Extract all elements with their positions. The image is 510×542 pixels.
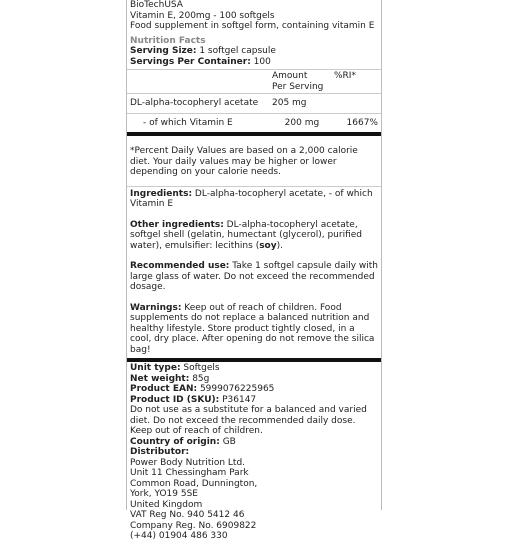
distributor-line: (+44) 01904 486 330 bbox=[130, 531, 228, 541]
header-amount bbox=[269, 70, 331, 93]
allergen: soy bbox=[259, 240, 277, 251]
usage-advice: Do not use as a substitute for a balanced and varied diet. Do not exceed the recommended daily dose. Keep out of reach of children. bbox=[130, 405, 367, 436]
nutrition-rows-2 bbox=[127, 117, 381, 130]
ingredients-text: DL-alpha-tocopheryl acetate, - of which Vitamin E bbox=[130, 188, 373, 209]
ingredients-label: Ingredients: bbox=[130, 188, 193, 199]
warnings-label: Warnings: bbox=[130, 302, 182, 313]
table-row bbox=[127, 117, 381, 130]
distributor-label: Distributor: bbox=[130, 447, 190, 457]
product-name: Vitamin E, 200mg - 100 softgels bbox=[130, 10, 275, 21]
net-weight-value: 85g bbox=[189, 373, 210, 384]
origin-label: Country of origin: bbox=[130, 436, 220, 447]
nutrient-name: DL-alpha-tocopheryl acetate bbox=[130, 98, 259, 108]
ean-label: Product EAN: bbox=[130, 384, 198, 394]
header-ri: %RI* bbox=[334, 71, 356, 81]
divider bbox=[127, 113, 381, 114]
net-weight bbox=[130, 374, 378, 385]
nutrient-ri bbox=[331, 97, 381, 110]
header-amount-line1: Amount bbox=[272, 71, 308, 81]
ingredients-section bbox=[127, 187, 381, 356]
servings-value: 100 bbox=[253, 56, 271, 67]
ingredients bbox=[130, 189, 378, 210]
other-ingredients-end: ). bbox=[276, 240, 283, 251]
country-of-origin bbox=[130, 437, 378, 448]
product-header bbox=[127, 0, 381, 32]
distributor-line: Common Road, Dunnington, bbox=[130, 478, 258, 489]
nutrition-facts bbox=[127, 36, 381, 68]
ean-value: 5999076225965 bbox=[197, 384, 275, 394]
sku-label: Product ID (SKU): bbox=[130, 394, 220, 405]
unit-type-label: Unit type: bbox=[130, 363, 181, 373]
origin-value: GB bbox=[219, 436, 236, 447]
recommended-use bbox=[130, 261, 378, 293]
recommended-use-label: Recommended use: bbox=[130, 261, 230, 271]
footnote: *Percent Daily Values are based on a 2,000 calorie diet. Your daily values may be higher or lower depending on your calorie needs. bbox=[130, 146, 358, 177]
nutrition-rows bbox=[127, 97, 381, 110]
serving-size bbox=[130, 46, 378, 57]
other-ingredients-text: DL-alpha-tocopheryl acetate, softgel shell (gelatin, humectant (glycerol), purified water), emulsifier: lecithins ( bbox=[130, 219, 362, 251]
product-ean bbox=[130, 384, 378, 395]
distributor-line: Company Reg. No. 6909822 bbox=[130, 520, 257, 531]
product-sku bbox=[130, 395, 378, 406]
recommended-use-text: Take 1 softgel capsule daily with large glass of water. Do not exceed the recommended dosage. bbox=[130, 261, 379, 292]
divider bbox=[127, 93, 381, 94]
product-description: Food supplement in softgel form, containing vitamin E bbox=[130, 21, 375, 31]
header-blank bbox=[127, 70, 269, 93]
table-row bbox=[127, 97, 381, 110]
nutrition-title: Nutrition Facts bbox=[130, 35, 206, 46]
unit-type bbox=[130, 363, 378, 374]
nutrient-ri: 1667% bbox=[346, 117, 378, 128]
nutrition-table bbox=[127, 70, 381, 93]
distributor-line: York, YO19 5SE bbox=[130, 489, 198, 499]
distributor-line: United Kingdom bbox=[130, 499, 203, 510]
distributor-line: Unit 11 Chessingham Park bbox=[130, 468, 249, 478]
warnings-text: Keep out of reach of children. Food supplements do not replace a balanced nutrition and healthy lifestyle. Store product tightly closed, in a cool, dry place. After opening do not remove the silica bag! bbox=[130, 302, 375, 355]
header-amount-line2: Per Serving bbox=[272, 81, 324, 92]
other-ingredients bbox=[130, 220, 378, 252]
serving-size-label: Serving Size: bbox=[130, 46, 197, 56]
servings-label: Servings Per Container: bbox=[130, 56, 251, 67]
supplement-label bbox=[126, 0, 382, 541]
table-header bbox=[127, 70, 381, 93]
unit-type-value: Softgels bbox=[180, 363, 220, 373]
net-weight-label: Net weight: bbox=[130, 373, 190, 384]
servings-per-container bbox=[130, 57, 378, 68]
other-ingredients-label: Other ingredients: bbox=[130, 219, 224, 230]
distributor-line: Power Body Nutrition Ltd. bbox=[130, 457, 246, 468]
nutrient-name: - of which Vitamin E bbox=[143, 117, 233, 128]
product-details bbox=[127, 362, 381, 542]
brand-name: BioTechUSA bbox=[130, 0, 183, 10]
sku-value: P36147 bbox=[219, 394, 257, 405]
nutrient-amount: 205 mg bbox=[272, 98, 307, 108]
serving-size-value: 1 softgel capsule bbox=[199, 46, 276, 56]
nutrient-amount: 200 mg bbox=[284, 117, 320, 128]
distributor-line: VAT Reg No. 940 5412 46 bbox=[130, 510, 245, 520]
warnings bbox=[130, 303, 378, 356]
